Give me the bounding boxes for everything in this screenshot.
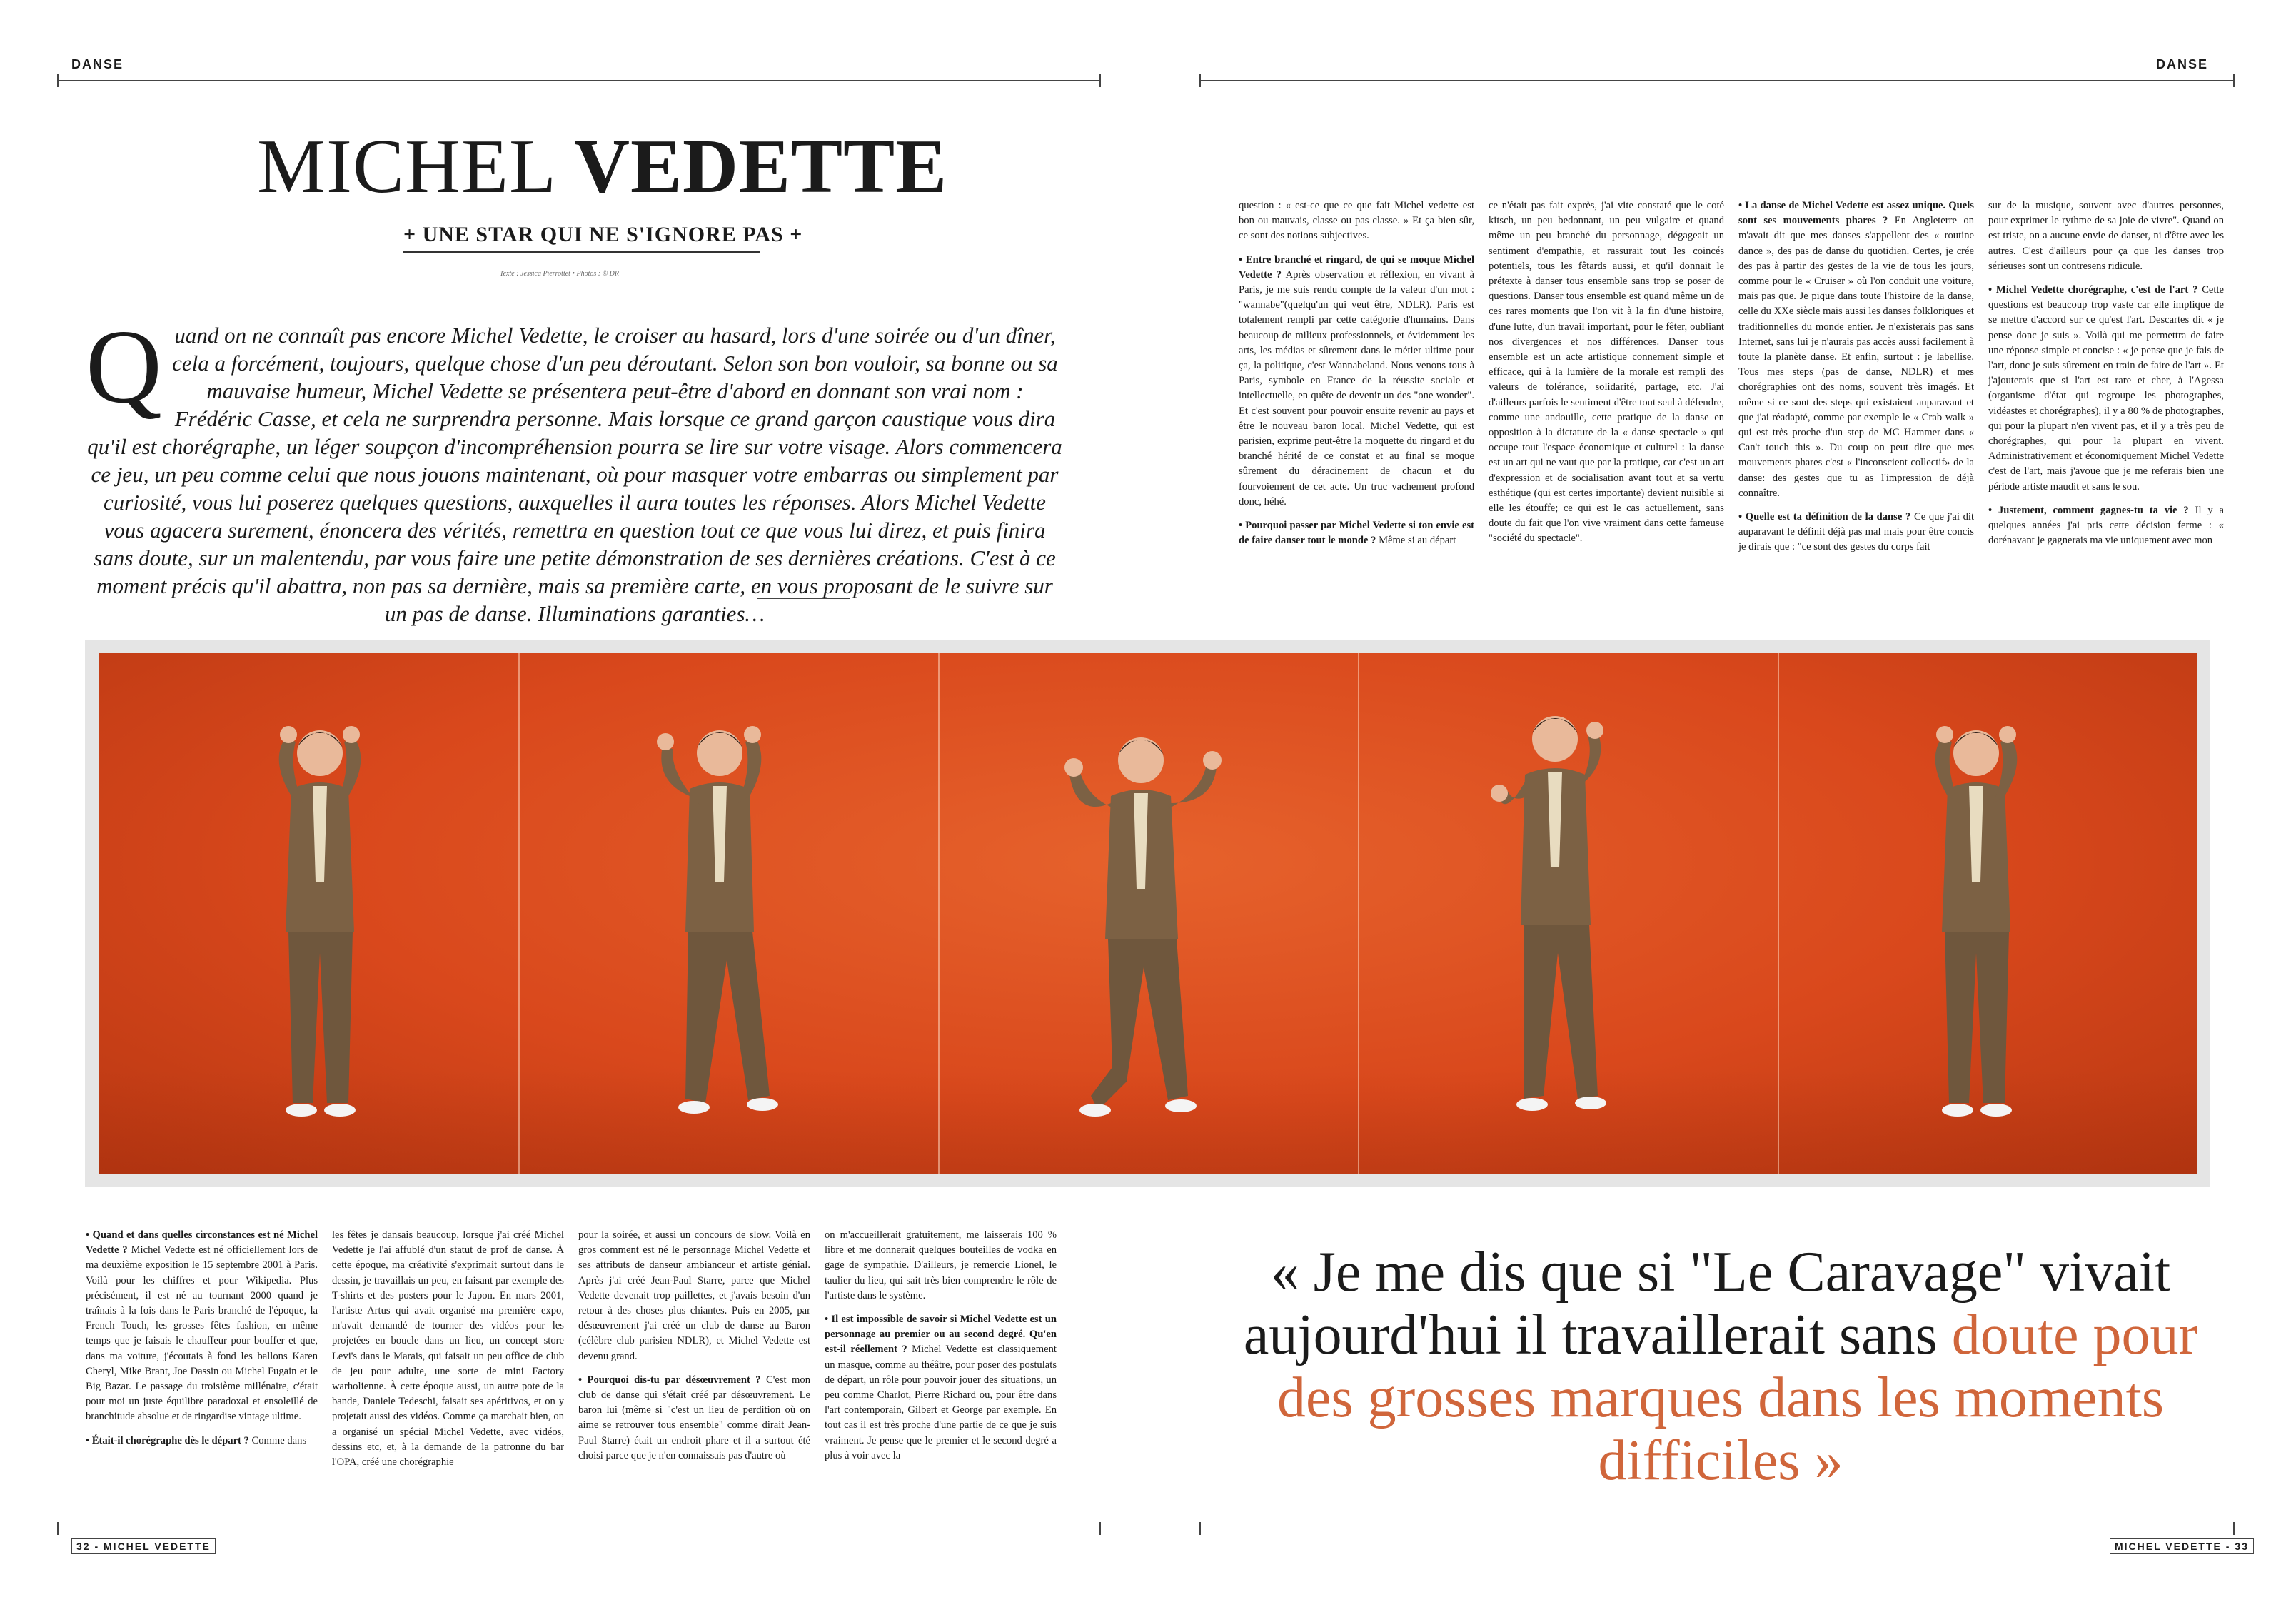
question-text: • Pourquoi passer par Michel Vedette si ton envie est de faire danser tout le monde ? xyxy=(1239,520,1474,547)
answer-text: question : « est-ce que ce que fait Michel vedette est bon ou mauvais, classe ou pas classe. » Et ça bien sûr, ce sont des notions subjectives. xyxy=(1239,200,1474,242)
answer-text: on m'accueillerait gratuitement, me laisserais 100 % libre et me donnerait quelques bouteilles de vodka en gage de sympathie. D'ailleurs, je remercie Lionel, le taulier du lieu, qui sait très bien comprendre le rôle de l'artiste dans le système. xyxy=(825,1229,1057,1301)
paragraph xyxy=(1489,198,1724,547)
answer-text: Michel Vedette est né officiellement lors de ma deuxième exposition le 15 septembre 2001 à Paris. Voilà pour les chiffres et pour Wikipedia. Plus précisément, il est né au tournant 2000 quand je traînais à la fois dans le Paris branché de l'époque, la French Touch, les grosses fêtes fashion, en même temps que je faisais le chauffeur pour bouffer et que, dans ma voiture, j'écoutais à fond les ballons Karen Cheryl, Mike Brant, Joe Dassin ou Michel Fugain et le Big Bazar. Le passage du troisième millénaire, c'était pour moi un juste équilibre paradoxal et ensoleillé de branchitude absolue et de ringardise vintage ultime. xyxy=(86,1244,318,1423)
dancer-photo-panorama xyxy=(99,653,2197,1174)
top-column-3 xyxy=(1738,198,1974,580)
paragraph xyxy=(1738,510,1974,555)
top-column-1 xyxy=(1239,198,1474,580)
answer-text: Il y a quelques années j'ai pris cette décision ferme : « dorénavant je gagnerais ma vie uniquement avec mon xyxy=(1988,504,2224,547)
question-text: • Entre branché et ringard, de qui se moque Michel Vedette ? xyxy=(1239,253,1474,281)
dancer-figure-2 xyxy=(620,653,805,1174)
intro-divider xyxy=(757,598,850,599)
bottom-column-4 xyxy=(825,1228,1057,1493)
pull-quote xyxy=(1235,1241,2206,1492)
answer-text: Cette questions est beaucoup trop vaste car elle implique de se mettre d'accord sur ce qu'est l'art. Descartes dit « je pense donc je suis ». Voilà qui me permettra de faire une réponse simple et concise : « je pense que je fais de l'art, donc je suis sûrement en train de faire de l'art ». Et j'ajouterais que si l'art est rare et cher, à l'Agessa (organisme d'état qui regroupe les photographes, vidéastes et chorégraphes), il y a 80 % de photographes, qui pour la plupart n'en vivent pas, et il y a très peu de chorégraphes, qui pour la plupart en vivent. Administrativement et économiquement Michel Vedette c'est de l'art, mais j'avoue que je me referais bien une période artiste maudit et sans le sou. xyxy=(1988,284,2224,493)
question-text: • Était-il chorégraphe dès le départ ? xyxy=(86,1434,249,1446)
question-text: • Quand et dans quelles circonstances est né Michel Vedette ? xyxy=(86,1229,318,1256)
title-light: MICHEL xyxy=(257,124,554,209)
paragraph xyxy=(1738,198,1974,501)
paragraph xyxy=(1988,198,2224,274)
crop-mark xyxy=(1199,74,1201,87)
photo-panel-divider xyxy=(518,653,520,1174)
question-text: • Justement, comment gagnes-tu ta vie ? xyxy=(1988,504,2189,516)
paragraph xyxy=(825,1228,1057,1304)
crop-mark xyxy=(1099,1522,1101,1535)
title-bold: VEDETTE xyxy=(573,124,948,209)
drop-cap: Q xyxy=(86,308,162,425)
paragraph xyxy=(1239,198,1474,244)
bottom-column-1 xyxy=(86,1228,318,1493)
answer-text: ce n'était pas fait exprès, j'ai vite constaté que le coté kitsch, un peu bedonnant, un peu vulgaire et quand même un peu branché du personnage, dégageait un sentiment d'empathie, et rassurait tout les coincés potentiels, tous les fêtards aussi, et qu'il donnait le prétexte à danser tous ensemble sans trop se poser de questions. Danser tous ensemble est quand même un de ces rares moments que l'on vit à la fin d'une histoire, d'une lutte, d'un travail important, pour le fêter, oubliant nos divergences et nos différences. Danser tous ensemble est un acte artistique connement simple et efficace, qui à la lumière de la morale est rempli des valeurs de tolérance, solidarité, partage, etc. J'ai d'ailleurs parfois le sentiment d'être tout seul à défendre, comme une andouille, cette pratique de la danse en opposition à la dictature de la « danse spectacle » qui occupe tout l'espace économique et culturel : la danse est un art qui ne vaut que par la pratique, car c'est un art d'expression et de socialisation avant tout et sa vertu esthétique (qui est certes importante) devient nuisible si elle les étouffe; ce qui est le cas actuellement, sans doute du fait que l'on vive vraiment dans cette fameuse "société du spectacle". xyxy=(1489,200,1724,545)
question-text: • Michel Vedette chorégraphe, c'est de l'art ? xyxy=(1988,284,2198,296)
dancer-figure-3 xyxy=(1048,653,1234,1174)
article-subtitle: + UNE STAR QUI NE S'IGNORE PAS + xyxy=(403,223,760,253)
quote-close-mark: » xyxy=(1814,1429,1843,1492)
photo-panel-divider xyxy=(1358,653,1359,1174)
right-folio: MICHEL VEDETTE - 33 xyxy=(2110,1538,2254,1554)
crop-mark xyxy=(2233,1522,2235,1535)
intro-text: uand on ne connaît pas encore Michel Vedette, le croiser au hasard, lors d'une soirée ou d'un dîner, cela a forcément, toujours, quelque chose d'un peu déroutant. Selon son bon vouloir, sa bonne ou sa mauvaise humeur, Michel Vedette se présentera peut-être d'abord en donnant son vrai nom : Frédéric Casse, et cela ne surprendra personne. Mais lorsque ce grand garçon caustique vous dira qu'il est chorégraphe, un léger soupçon d'incompréhension pourra se lire sur votre visage. Alors commencera ce jeu, un peu comme celui que nous jouons maintenant, où pour masquer votre embarras ou simplement par curiosité, vous lui poserez quelques questions, auxquelles il aura toutes les réponses. Alors Michel Vedette vous agacera surement, énoncera des vérités, remettra en question tout ce que vous lui direz, et puis finira sans doute, sur un malentendu, par vous faire une petite démonstration de ses dernières créations. C'est à ce moment précis qu'il abattra, non pas sa dernière, mais sa première carte, en vous proposant de le suivre sur un pas de danse. Illuminations garanties… xyxy=(87,323,1062,626)
paragraph xyxy=(1988,503,2224,549)
right-section-label: DANSE xyxy=(2156,57,2209,71)
crop-mark xyxy=(57,74,59,87)
answer-text: C'est mon club de danse qui s'était créé par désœuvrement. Le baron lui (même si "c'est un lieu de perdition où on aime se retrouver tous ensemble" comme dirait Jean-Paul Starre) était un endroit phare et il a surtout été choisi parce que je n'en connaissais pas d'autre où xyxy=(578,1374,810,1461)
answer-text: Après observation et réflexion, en vivant à Paris, je me suis rendu compte de la valeur d'un mot : "wannabe"(quelqu'un qui veut être, NDLR). Paris est totalement rempli par cette catégorie d'humains. Dans beaucoup de milieux professionnels, et évidemment les arts, les médias et sûrement dans le métier ultime pour ça, la politique, c'est Wannabeland. Nous venons tous à Paris, symbole en France de la réussite sociale et intellectuelle, en quête de devenir un des "one wonder". Et c'est souvent pour pouvoir ensuite revenir au pays et être le nouveau baron local. Michel Vedette, qui est parisien, exprime peut-être la moquette du ringard et du branché hérité de ce constat et au final se moque sûrement du déracinement de chacun et du fourvoiement de cet acte. Un truc vachement profond donc, héhé. xyxy=(1239,268,1474,508)
paragraph xyxy=(578,1373,810,1464)
top-column-2 xyxy=(1489,198,1724,580)
paragraph xyxy=(1988,283,2224,495)
intro-paragraph xyxy=(86,308,1064,628)
photo-panel-divider xyxy=(1778,653,1779,1174)
dancer-figure-4 xyxy=(1455,653,1641,1174)
paragraph xyxy=(1239,518,1474,548)
photo-panel-divider xyxy=(938,653,940,1174)
answer-text: les fêtes je dansais beaucoup, lorsque j'ai créé Michel Vedette je l'ai affublé d'un statut de prof de danse. À cette époque, ma créativité s'exprimait surtout dans le dessin, je travaillais un peu, en faisant par exemple des T-shirts et des posters pour le Japon. En mars 2001, l'artiste Artus qui avait organisé ma première expo, m'avait demandé de tourner des vidéos pour les projetées en boucle dans un lieu, un concept store Levi's dans le Marais, qui faisait un peu office de club de jeu pour adulte, une sorte de mini Factory warholienne. À cette époque aussi, un autre pote de la bande, Daniele Tedeschi, faisait ses apéritivos, et on y projetait aussi des vidéos. Comme ça marchait bien, on a organisé un spécial Michel Vedette, avec vidéos, dessins etc, et, à la demande de la patronne du bar l'OPA, créé une chorégraphie xyxy=(332,1229,564,1468)
right-top-rule xyxy=(1199,80,2235,81)
quote-accent-text: doute pour des grosses marques dans les moments difficiles xyxy=(1277,1304,2198,1492)
paragraph xyxy=(1239,253,1474,510)
paragraph xyxy=(86,1228,318,1425)
left-section-label: DANSE xyxy=(71,57,124,71)
answer-text: Ce que j'ai dit auparavant le définit déjà pas mal mais pour être concis je dirais que : "ce sont des gestes du corps fait xyxy=(1738,511,1974,553)
article-title xyxy=(257,124,948,209)
answer-text: Michel Vedette est classiquement un masque, comme au théâtre, pour poser des postulats de départ, un rôle pour pouvoir jouer des situations, un peu comme Charlot, Pierre Richard ou, pour être dans l'art contemporain, Gilbert et George par exemple. En tout cas il est très proche d'une partie de ce que je suis vraiment. Je pense que le premier et le second degré a plus à voir avec la xyxy=(825,1344,1057,1461)
paragraph xyxy=(578,1228,810,1364)
quote-open-mark: « xyxy=(1270,1241,1299,1304)
dancer-figure-5 xyxy=(1883,653,2069,1174)
left-top-rule xyxy=(57,80,1099,81)
bottom-column-3 xyxy=(578,1228,810,1493)
article-credits: Texte : Jessica Pierrottet • Photos : © DR xyxy=(500,270,619,278)
crop-mark xyxy=(2233,74,2235,87)
answer-text: Même si au départ xyxy=(1379,535,1456,547)
paragraph xyxy=(332,1228,564,1470)
question-text: • Quelle est ta définition de la danse ? xyxy=(1738,511,1911,523)
answer-text: Comme dans xyxy=(251,1434,307,1446)
question-text: • Pourquoi dis-tu par désœuvrement ? xyxy=(578,1374,761,1386)
paragraph xyxy=(825,1312,1057,1464)
crop-mark xyxy=(1099,74,1101,87)
crop-mark xyxy=(1199,1522,1201,1535)
question-text: • Il est impossible de savoir si Michel Vedette est un personnage au premier ou au second degré. Qu'en est-il réellement ? xyxy=(825,1314,1057,1356)
answer-text: pour la soirée, et aussi un concours de slow. Voilà en gros comment est né le personnage Michel Vedette et ses attributs de danseur ambianceur et artiste génial. Après j'ai créé Jean-Paul Starre, parce que Michel Vedette devenait trop paillettes, et j'avais besoin d'un retour à des choses plus chiantes. Puis en 2005, par désœuvrement j'ai créé un club de danse au Baron (célèbre club parisien NDLR), et Michel Vedette est devenu grand. xyxy=(578,1229,810,1362)
answer-text: En Angleterre on m'avait dit que mes danses s'appellent des « routine dance », des pas de danse du quotidien. Certes, je crée des pas à partir des gestes de la vie de tous les jours, comme pour le « Cruiser » où l'on conduit une voiture, mais pas que. Je pique dans toute l'histoire de la danse, celle du XXe siècle mais aussi les danses folkloriques et traditionnelles du monde entier. Je n'existerais pas sans Internet, sans lui je n'aurais pas accès aussi facilement à toute la planète danse. Et enfin, surtout : je labellise. Tous mes steps (pas de danse, NDLR) et mes chorégraphies ont des noms, souvent très imagés. Et même si ce sont des steps qui existaient auparavant et que j'ai réadapté, comme par exemple le « Crab walk » qui est très proche d'un step de MC Hammer dans « Can't touch this ». Du coup on peut dire que mes mouvements phares c'est « l'inconscient collectif» de la danse: des gestes que tu as l'impression de déjà connaître. xyxy=(1738,215,1974,499)
quote-plain-text: Je me dis que si "Le Caravage" vivait aujourd'hui il travaillerait sans xyxy=(1243,1241,2171,1366)
paragraph xyxy=(86,1434,318,1449)
left-folio: 32 - MICHEL VEDETTE xyxy=(71,1538,216,1554)
answer-text: sur de la musique, souvent avec d'autres personnes, pour exprimer le rythme de sa joie de vivre". Quand on est triste, on a aucune envie de danser, ni d'être avec les autres. C'est d'ailleurs pour ça que les danses trop sérieuses sont un contresens ridicule. xyxy=(1988,200,2224,272)
question-text: • La danse de Michel Vedette est assez unique. Quels sont ses mouvements phares ? xyxy=(1738,200,1974,227)
bottom-column-2 xyxy=(332,1228,564,1493)
crop-mark xyxy=(57,1522,59,1535)
dancer-figure-1 xyxy=(227,653,413,1174)
top-column-4 xyxy=(1988,198,2224,580)
